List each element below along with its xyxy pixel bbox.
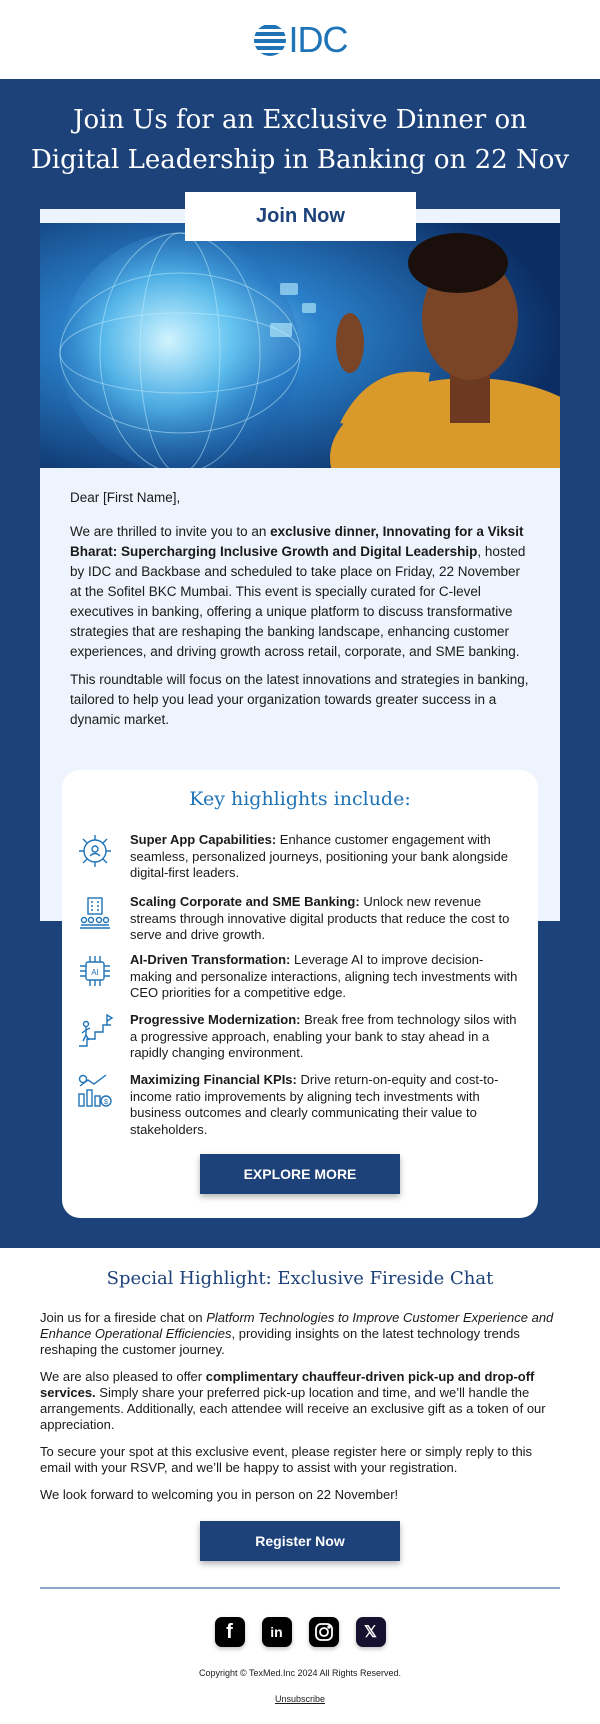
gear-user-icon (76, 832, 114, 870)
fireside-paragraph-1: Join us for a fireside chat on Platform Technologies to Improve Customer Experience and Enhance Operational Efficiencies, providing insights on the latest technology trends reshaping the customer journey. (40, 1310, 554, 1357)
fireside-paragraph-2: We are also pleased to offer complimentary chauffeur-driven pick-up and drop-off services. Simply share your preferred pick-up location and time, and we’ll handle the arrangements. Additionally, each attendee will receive an exclusive gift as a token of our appreciation. (40, 1369, 546, 1432)
highlight-text: AI-Driven Transformation: Leverage AI to improve decision-making and personalize interactions, aligning tech investments with CEO priorities for a competitive edge. (130, 952, 518, 1000)
linkedin-icon[interactable]: in (262, 1617, 292, 1647)
hero-title: Join Us for an Exclusive Dinner on Digital Leadership in Banking on 22 Nov (30, 105, 570, 175)
idc-logo[interactable] (253, 19, 348, 61)
explore-more-button[interactable]: EXPLORE MORE (200, 1154, 400, 1194)
highlight-text: Progressive Modernization: Break free from technology silos with a progressive approach, enabling your bank to stay ahead in a rapidly changing environment. (130, 1012, 517, 1060)
social-links (0, 1617, 600, 1647)
unsubscribe-link[interactable]: Unsubscribe (274, 1694, 326, 1704)
highlights-title: Key highlights include: (189, 788, 411, 810)
key-highlights-box (62, 770, 538, 1218)
logo-text: IDC (288, 18, 348, 60)
invitation-letter (70, 488, 532, 738)
highlight-text: Maximizing Financial KPIs: Drive return-on-equity and cost-to-income ratio improvements by aligning tech investments with business outcomes and clearly communicating their value to stakeholders. (130, 1072, 499, 1137)
copyright-text: Copyright © TexMed.Inc 2024 All Rights Reserved. (198, 1668, 402, 1678)
ai-chip-icon (76, 952, 114, 990)
hero-image (40, 223, 560, 468)
svg-text:AI: AI (91, 968, 99, 977)
financial-chart-icon (76, 1072, 114, 1110)
event-name: exclusive dinner, Innovating for a Viksit Bharat: Supercharging Inclusive Growth and Digital Leadership (70, 524, 524, 559)
fireside-title: Special Highlight: Exclusive Fireside Chat (106, 1268, 494, 1289)
x-icon[interactable]: 𝕏 (356, 1617, 386, 1647)
svg-text:$: $ (104, 1099, 108, 1106)
facebook-icon[interactable]: f (215, 1617, 245, 1647)
climbing-stairs-icon (76, 1012, 114, 1050)
letter-paragraph-1: We are thrilled to invite you to an exclusive dinner, Innovating for a Viksit Bharat: Supercharging Inclusive Growth and Digital Leadership, hosted by IDC and Backbase and scheduled to take place on Friday, 22 November at the Sofitel BKC Mumbai. This event is specially curated for C-level executives in banking, offering a unique platform to discuss transformative strategies that are reshaping the banking landscape, enhancing customer experiences, and driving growth across retail, corporate, and SME banking. (70, 524, 526, 659)
instagram-icon[interactable] (309, 1617, 339, 1647)
join-now-button[interactable]: Join Now (185, 192, 416, 241)
register-now-button[interactable]: Register Now (200, 1521, 400, 1561)
greeting: Dear [First Name], (70, 490, 181, 505)
highlight-text: Scaling Corporate and SME Banking: Unlock new revenue streams through innovative digital products that reduce the cost to serve and drive growth. (130, 894, 510, 942)
highlight-text: Super App Capabilities: Enhance customer engagement with seamless, personalized journeys, positioning your bank alongside digital-first leaders. (130, 832, 508, 880)
email-header (0, 0, 600, 79)
bank-building-icon (76, 894, 114, 932)
fireside-section (40, 1310, 562, 1514)
footer-divider (40, 1587, 560, 1589)
letter-paragraph-2: This roundtable will focus on the latest innovations and strategies in banking, tailored to help you lead your organization towards greater success in a dynamic market. (70, 672, 529, 727)
fireside-paragraph-3: To secure your spot at this exclusive event, please register here or simply reply to this email with your RSVP, and we’ll be happy to assist with your registration. (40, 1444, 533, 1475)
globe-stripes-icon (253, 23, 287, 57)
fireside-paragraph-4: We look forward to welcoming you in person on 22 November! (40, 1487, 399, 1502)
